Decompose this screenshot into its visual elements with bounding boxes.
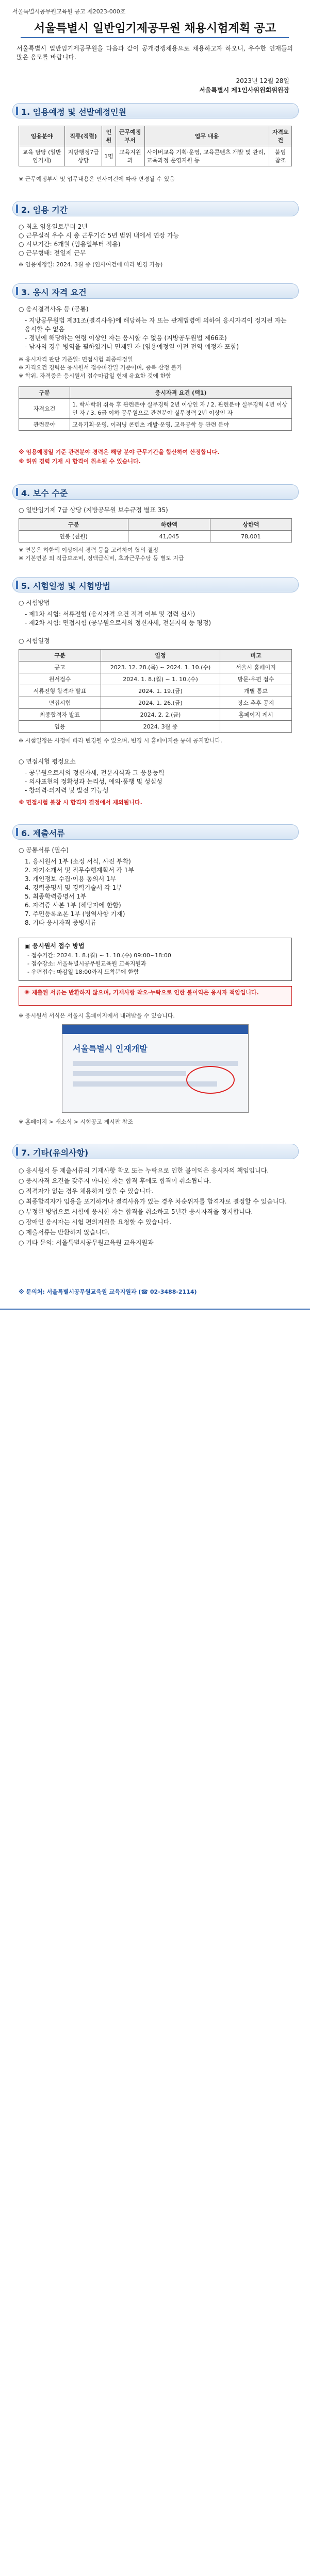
schedule-table <box>19 649 292 733</box>
documents-warning-box <box>19 986 292 1006</box>
footer-divider <box>0 1309 310 1310</box>
table-row: 서류전형 합격자 발표 2024. 1. 19.(금) 개별 통보 <box>19 685 292 697</box>
box-list <box>27 952 171 976</box>
list-item: - 제2차 시험: 면접시험 (공무원으로서의 정신자세, 전문지식 등 평정) <box>25 619 211 626</box>
issuer: 서울특별시 제1인사위원회위원장 <box>199 87 289 94</box>
site-caption: ※ 응시원서 서식은 서울시 홈페이지에서 내려받을 수 있습니다. <box>19 1012 175 1019</box>
list-item: ○ 근무실적 우수 시 총 근무기간 5년 범위 내에서 연장 가능 <box>19 232 180 239</box>
list-item: - 의사표현의 정확성과 논리성, 예의·품행 및 성실성 <box>25 778 162 785</box>
section-header-schedule: 5. 시험일정 및 시험방법 <box>12 577 299 592</box>
website-screenshot <box>62 1024 249 1113</box>
qualification-warning-2: ※ 허위 경력 기재 시 합격이 취소될 수 있습니다. <box>19 458 141 465</box>
list-item: - 창의력·의지력 및 발전 가능성 <box>25 787 109 794</box>
list-item: ○ 응시원서 등 제출서류의 기재사항 착오 또는 누락으로 인한 불이익은 응시자의 책임입니다. <box>19 1167 269 1174</box>
documents-list <box>25 857 292 927</box>
list-item: - 지방공무원법 제31조(결격사유)에 해당하는 자 또는 관계법령에 의하여 응시자격이 정지된 자는 응시할 수 없음 <box>25 317 287 333</box>
section-header-notes: 7. 기타(유의사항) <box>12 1144 299 1159</box>
interview-lead: ○ 면접시험 평정요소 <box>19 758 76 765</box>
list-item: 8. 기타 응시자격 증빙서류 <box>25 919 96 926</box>
site-title: 서울특별시 인재개발 <box>73 1044 148 1054</box>
method-list <box>25 610 292 628</box>
list-item: ※ 학위, 자격증은 응시원서 접수마감일 현재 유효한 것에 한함 <box>19 372 171 379</box>
table-header-row: 구분 일정 비고 <box>19 650 292 662</box>
term-note: ※ 임용예정일: 2024. 3월 중 (인사여건에 따라 변경 가능) <box>19 261 163 268</box>
list-item: ○ 제출서류는 반환하지 않습니다. <box>19 1229 110 1236</box>
method-lead: ○ 시험방법 <box>19 599 50 606</box>
list-item: 7. 주민등록초본 1부 (병역사항 기재) <box>25 910 125 918</box>
schedule-title: ○ 시험일정 <box>19 637 50 645</box>
list-item: - 접수장소: 서울특별시공무원교육원 교육지원과 <box>27 960 146 967</box>
list-item: ○ 부정한 방법으로 시험에 응시한 자는 합격을 취소하고 5년간 응시자격을 정지합니다. <box>19 1208 253 1215</box>
pay-table <box>19 518 292 543</box>
list-item: - 우편접수: 마감일 18:00까지 도착분에 한함 <box>27 969 139 975</box>
table-row: 임용 2024. 3월 중 <box>19 721 292 733</box>
recruitment-note: ※ 근무예정부서 및 업무내용은 인사여건에 따라 변경될 수 있음 <box>19 176 175 182</box>
list-item: ○ 시보기간: 6개월 (임용일부터 적용) <box>19 241 121 248</box>
notice-number: 서울특별시공무원교육원 공고 제2023-000호 <box>12 8 126 15</box>
documents-lead: ○ 공통서류 (필수) <box>19 846 69 854</box>
list-item: 2. 자기소개서 및 직무수행계획서 각 1부 <box>25 867 135 874</box>
documents-warning: ※ 제출된 서류는 반환하지 않으며, 기재사항 착오·누락으로 인한 불이익은 응시자 책임입니다. <box>24 989 259 996</box>
list-item: - 제1차 시험: 서류전형 (응시자격 요건 적격 여부 및 경력 심사) <box>25 611 195 618</box>
list-item: 6. 자격증 사본 1부 (해당자에 한함) <box>25 902 121 909</box>
table-row: 최종합격자 발표 2024. 2. 2.(금) 홈페이지 게시 <box>19 709 292 721</box>
list-item: ○ 응시자격 요건을 갖추지 아니한 자는 합격 후에도 합격이 취소됩니다. <box>19 1177 211 1184</box>
interview-note: ※ 면접시험 불참 시 합격자 결정에서 제외됩니다. <box>19 799 142 806</box>
list-item: ○ 근무형태: 전일제 근무 <box>19 249 86 257</box>
list-item: 1. 응시원서 1부 (소정 서식, 사진 부착) <box>25 858 131 865</box>
list-item: 5. 최종학력증명서 1부 <box>25 893 87 900</box>
list-item: ○ 적격자가 없는 경우 채용하지 않을 수 있습니다. <box>19 1188 154 1195</box>
application-method-box <box>19 938 292 981</box>
list-item: ※ 연봉은 하한액 이상에서 경력 등을 고려하여 협의 결정 <box>19 547 158 553</box>
list-item: ※ 자격요건 경력은 응시원서 접수마감일 기준이며, 중복 산정 불가 <box>19 364 182 371</box>
list-item: ○ 최초 임용일로부터 2년 <box>19 223 88 230</box>
box-title: ▣ 응시원서 접수 방법 <box>24 942 85 950</box>
table-header-row: 임용분야 직류(직렬) 인원 근무예정부서 업무 내용 자격요건 <box>19 126 292 146</box>
table-header-row: 구분 응시자격 요건 (택1) <box>19 387 292 399</box>
title-divider <box>21 37 289 38</box>
list-item: ○ 장애인 응시자는 시험 편의지원을 요청할 수 있습니다. <box>19 1218 172 1226</box>
list-item: ○ 최종합격자가 임용을 포기하거나 결격사유가 있는 경우 차순위자를 합격자로 결정할 수 있습니다. <box>19 1198 287 1205</box>
contact-info: ※ 문의처: 서울특별시공무원교육원 교육지원과 (☎ 02-3488-2114) <box>19 1289 197 1295</box>
interview-list <box>25 769 292 795</box>
table-row: 원서접수 2024. 1. 8.(월) ~ 1. 10.(수) 방문·우편 접수 <box>19 673 292 685</box>
notice-date: 2023년 12월 28일 <box>236 77 289 84</box>
table-row: 교육 담당 (일반임기제) 지방행정7급 상당 1명 교육지원과 사이버교육 기획·운영, 교육콘텐츠 개발 및 관리, 교육과정 운영지원 등 붙임 참조 <box>19 146 292 166</box>
table-row: 자격요건 1. 학사학위 취득 후 관련분야 실무경력 2년 이상인 자 / 2. 관련분야 실무경력 4년 이상인 자 / 3. 6급 이하 공무원으로 관련분야 실무경력 2년 이상인 자 <box>19 399 292 419</box>
highlight-circle <box>186 1066 235 1094</box>
qualification-warning: ※ 임용예정일 기준 관련분야 경력은 해당 분야 근무기간을 합산하여 산정합니다. <box>19 449 220 455</box>
table-row: 관련분야 교육기획·운영, 이러닝 콘텐츠 개발·운영, 교육공학 등 관련 분야 <box>19 419 292 431</box>
list-item: ※ 기본연봉 외 직급보조비, 정액급식비, 초과근무수당 등 별도 지급 <box>19 555 184 562</box>
term-list <box>19 223 292 258</box>
table-row: 공고 2023. 12. 28.(목) ~ 2024. 1. 10.(수) 서울시 홈페이지 <box>19 662 292 673</box>
qualification-table <box>19 386 292 431</box>
list-item: - 접수기간: 2024. 1. 8.(월) ~ 1. 10.(수) 09:00~18:00 <box>27 952 171 959</box>
site-caption-2: ※ 홈페이지 > 새소식 > 시험공고 게시판 참조 <box>19 1118 134 1125</box>
table-header-row: 구분 하한액 상한액 <box>19 519 292 531</box>
list-item: - 공무원으로서의 정신자세, 전문지식과 그 응용능력 <box>25 769 165 776</box>
recruitment-table <box>19 126 292 166</box>
list-item: ○ 기타 문의: 서울특별시공무원교육원 교육지원과 <box>19 1239 154 1246</box>
pay-notes <box>19 546 292 563</box>
list-item: 3. 개인정보 수집·이용 동의서 1부 <box>25 875 117 883</box>
section-header-pay: 4. 보수 수준 <box>12 484 299 500</box>
pay-lead: ○ 일반임기제 7급 상당 (지방공무원 보수규정 별표 35) <box>19 506 168 514</box>
table-row: 연봉 (천원) 41,045 78,001 <box>19 531 292 543</box>
intro-text: 서울특별시 일반임기제공무원을 다음과 같이 공개경쟁채용으로 채용하고자 하오니, 우수한 인재들의 많은 응모를 바랍니다. <box>17 45 293 61</box>
qualification-list <box>25 316 292 351</box>
qualification-notes <box>19 355 292 380</box>
page-title: 서울특별시 일반임기제공무원 채용시험계획 공고 <box>34 22 276 35</box>
list-item: 4. 경력증명서 및 경력기술서 각 1부 <box>25 884 122 891</box>
section-header-recruitment: 1. 임용예정 및 선발예정인원 <box>12 103 299 118</box>
schedule-note: ※ 시험일정은 사정에 따라 변경될 수 있으며, 변경 시 홈페이지를 통해 공지합니다. <box>19 737 222 744</box>
qualification-lead: ○ 응시결격사유 등 (공통) <box>19 306 89 313</box>
list-item: - 남자의 경우 병역을 필하였거나 면제된 자 (임용예정일 이전 전역 예정자 포함) <box>25 343 239 350</box>
section-header-term: 2. 임용 기간 <box>12 201 299 216</box>
list-item: - 정년에 해당하는 연령 이상인 자는 응시할 수 없음 (지방공무원법 제66조) <box>25 334 227 342</box>
list-item: ※ 응시자격 판단 기준일: 면접시험 최종예정일 <box>19 356 133 363</box>
section-header-qualification: 3. 응시 자격 요건 <box>12 283 299 299</box>
table-row: 면접시험 2024. 1. 26.(금) 장소 추후 공지 <box>19 697 292 709</box>
notes-list <box>19 1165 292 1248</box>
section-header-documents: 6. 제출서류 <box>12 824 299 840</box>
